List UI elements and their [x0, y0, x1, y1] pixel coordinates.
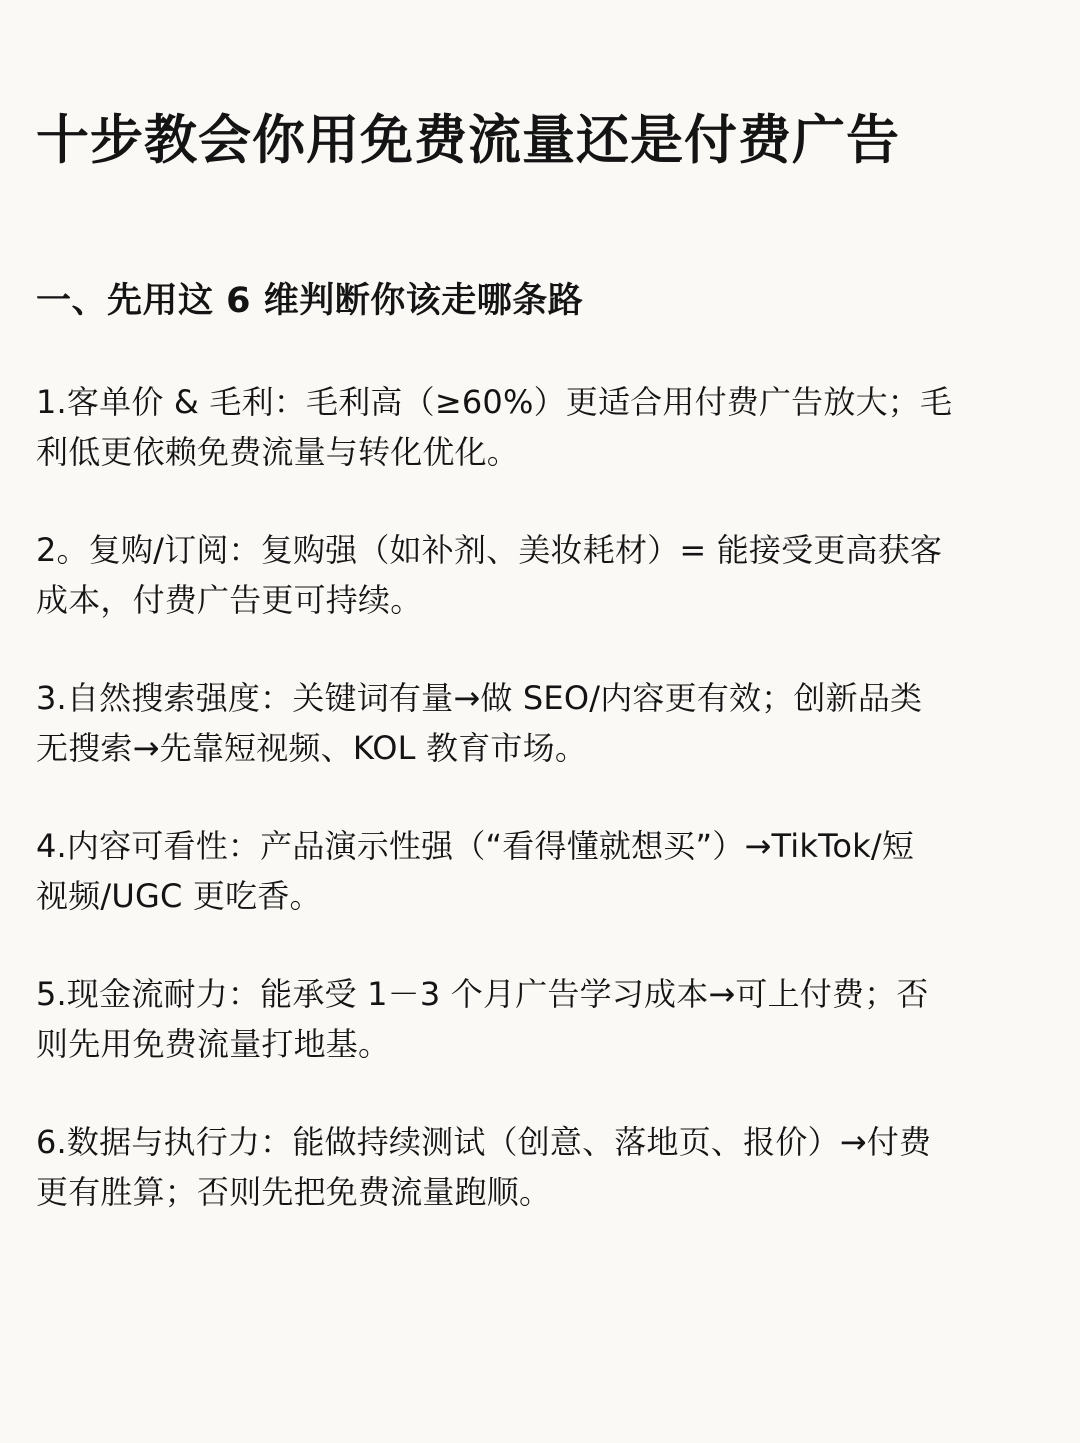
list-item-1 [36, 377, 1048, 477]
list-item-6 [36, 1117, 1048, 1217]
criteria-list [36, 377, 1048, 1265]
list-item-5 [36, 969, 1048, 1069]
list-item-3 [36, 673, 1048, 773]
section-heading: 一、先用这 6 维判断你该走哪条路 [36, 281, 584, 321]
list-item-line: 1.客单价 & 毛利：毛利高（≥60%）更适合用付费广告放大；毛 [36, 383, 953, 421]
list-item-4 [36, 821, 1048, 921]
list-item-line: 则先用免费流量打地基。 [36, 1025, 391, 1063]
list-item-line: 4.内容可看性：产品演示性强（“看得懂就想买”）→TikTok/短 [36, 827, 915, 865]
list-item-line: 2。复购/订阅：复购强（如补剂、美妆耗材）= 能接受更高获客 [36, 531, 943, 569]
list-item-line: 6.数据与执行力：能做持续测试（创意、落地页、报价）→付费 [36, 1123, 932, 1161]
list-item-line: 利低更依赖免费流量与转化优化。 [36, 433, 520, 471]
list-item-line: 5.现金流耐力：能承受 1－3 个月广告学习成本→可上付费；否 [36, 975, 929, 1013]
list-item-line: 无搜索→先靠短视频、KOL 教育市场。 [36, 729, 588, 767]
list-item-2 [36, 525, 1048, 625]
list-item-line: 视频/UGC 更吃香。 [36, 877, 322, 915]
page-title: 十步教会你用免费流量还是付费广告 [36, 110, 900, 171]
list-item-line: 3.自然搜索强度：关键词有量→做 SEO/内容更有效；创新品类 [36, 679, 923, 717]
list-item-line: 成本，付费广告更可持续。 [36, 581, 423, 619]
list-item-line: 更有胜算；否则先把免费流量跑顺。 [36, 1173, 552, 1211]
